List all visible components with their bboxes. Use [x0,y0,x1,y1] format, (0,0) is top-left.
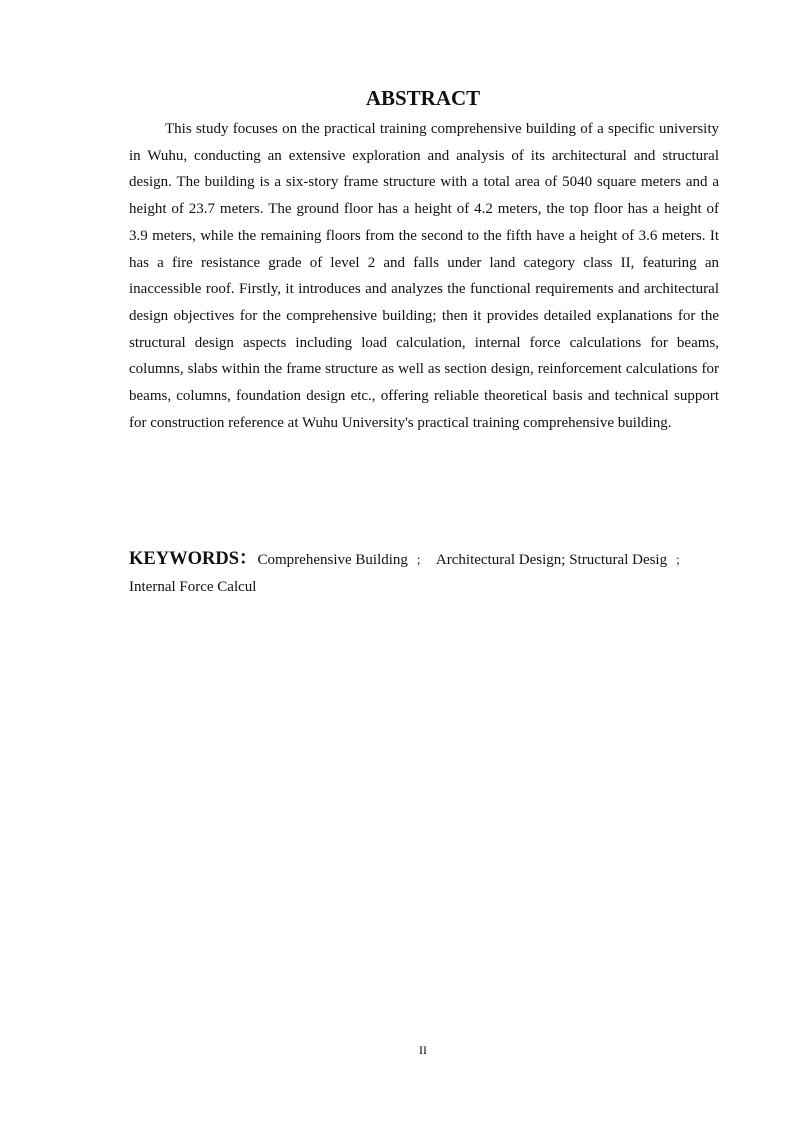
abstract-body: This study focuses on the practical training comprehensive building of a specific university in Wuhu, conducting an extensive exploration and analysis of its architectural and structural design. The building is a six-story frame structure with a total area of 5040 square meters and a height of 23.7 meters. The ground floor has a height of 4.2 meters, the top floor has a height of 3.9 meters, while the remaining floors from the second to the fifth have a height of 3.6 meters. It has a fire resistance grade of level 2 and falls under land category class II, featuring an inaccessible roof. Firstly, it introduces and analyzes the functional requirements and architectural design objectives for the comprehensive building; then it provides detailed explanations for the structural design aspects including load calculation, internal force calculations for beams, columns, slabs within the frame structure as well as section design, reinforcement calculations for beams, columns, foundation design etc., offering reliable theoretical basis and technical support for construction reference at Wuhu University's practical training comprehensive building. [129,121,719,431]
keyword-separator: ； [415,553,428,567]
keywords-label: KEYWORDS： [129,549,258,569]
keyword-separator: ； [675,553,688,567]
page-number: II [419,1043,427,1057]
abstract-title: ABSTRACT [365,86,481,110]
keywords-line [129,546,719,601]
keyword-item: Comprehensive Building [257,552,408,568]
keyword-item: Internal Force Calcul [129,579,257,595]
keyword-item: Architectural Design; Structural Desig [435,552,668,568]
